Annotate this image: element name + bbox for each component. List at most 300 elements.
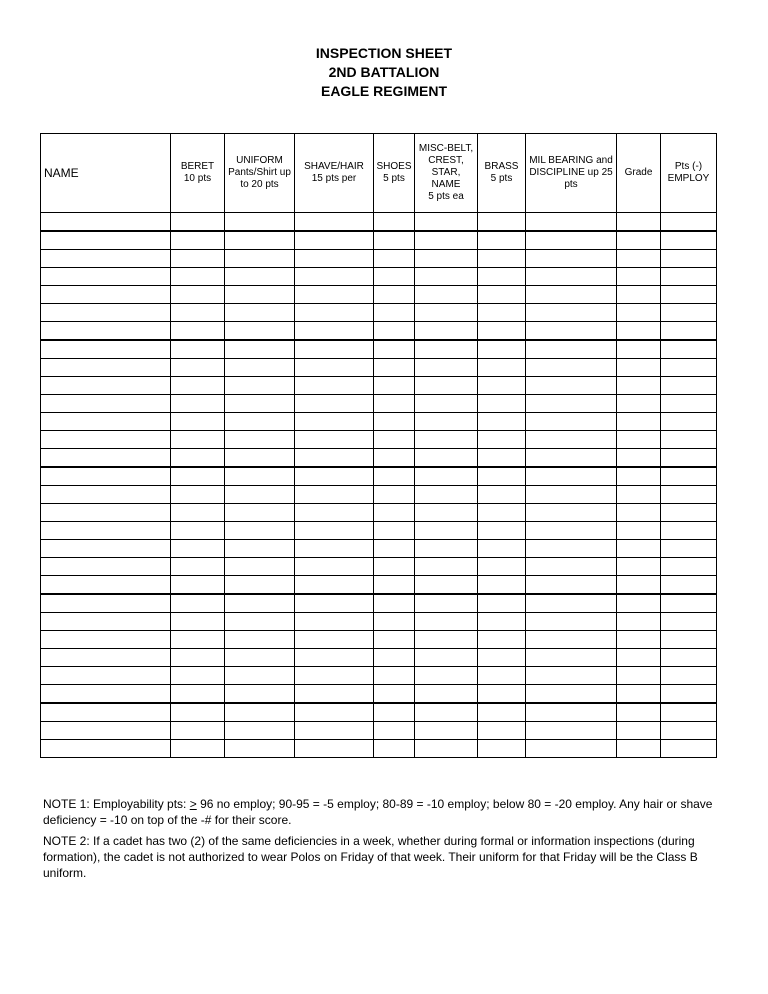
- table-cell: [478, 231, 526, 250]
- table-cell: [478, 395, 526, 413]
- table-cell: [171, 286, 225, 304]
- table-cell: [374, 395, 415, 413]
- table-cell: [374, 322, 415, 341]
- table-row: [41, 703, 717, 722]
- table-cell: [617, 594, 661, 613]
- table-cell: [526, 395, 617, 413]
- table-cell: [617, 449, 661, 468]
- col-header-beret: BERET 10 pts: [171, 134, 225, 213]
- table-cell: [526, 213, 617, 232]
- table-row: [41, 486, 717, 504]
- table-cell: [225, 286, 295, 304]
- col-header-mil-bearing: MIL BEARING and DISCIPLINE up 25 pts: [526, 134, 617, 213]
- table-cell: [478, 722, 526, 740]
- table-cell: [171, 304, 225, 322]
- table-cell: [225, 250, 295, 268]
- table-cell: [374, 613, 415, 631]
- table-cell: [295, 250, 374, 268]
- table-row: [41, 286, 717, 304]
- table-cell: [661, 268, 717, 286]
- table-cell: [41, 685, 171, 704]
- table-cell: [526, 340, 617, 359]
- table-cell: [295, 268, 374, 286]
- table-cell: [171, 431, 225, 449]
- table-cell: [415, 231, 478, 250]
- table-row: [41, 667, 717, 685]
- table-cell: [526, 486, 617, 504]
- table-cell: [225, 703, 295, 722]
- col-header-uniform: UNIFORM Pants/Shirt up to 20 pts: [225, 134, 295, 213]
- table-cell: [478, 649, 526, 667]
- table-cell: [478, 467, 526, 486]
- table-cell: [526, 377, 617, 395]
- table-cell: [295, 286, 374, 304]
- table-cell: [171, 722, 225, 740]
- table-cell: [661, 486, 717, 504]
- table-cell: [415, 649, 478, 667]
- table-row: [41, 467, 717, 486]
- table-cell: [295, 649, 374, 667]
- table-cell: [41, 359, 171, 377]
- table-cell: [171, 213, 225, 232]
- table-cell: [661, 413, 717, 431]
- table-cell: [225, 413, 295, 431]
- notes-section: [43, 796, 733, 886]
- table-cell: [478, 359, 526, 377]
- table-cell: [374, 558, 415, 576]
- table-cell: [478, 504, 526, 522]
- table-cell: [295, 322, 374, 341]
- table-cell: [171, 558, 225, 576]
- table-cell: [415, 340, 478, 359]
- table-cell: [478, 594, 526, 613]
- table-row: [41, 340, 717, 359]
- table-cell: [617, 322, 661, 341]
- table-cell: [617, 467, 661, 486]
- table-cell: [41, 340, 171, 359]
- note-1-prefix: NOTE 1: Employability pts:: [43, 797, 190, 811]
- table-cell: [41, 250, 171, 268]
- table-cell: [415, 268, 478, 286]
- table-row: [41, 431, 717, 449]
- table-cell: [478, 286, 526, 304]
- table-cell: [478, 558, 526, 576]
- table-cell: [225, 340, 295, 359]
- table-cell: [526, 231, 617, 250]
- table-cell: [374, 685, 415, 704]
- table-cell: [617, 558, 661, 576]
- table-cell: [617, 231, 661, 250]
- col-header-name: NAME: [41, 134, 171, 213]
- table-cell: [617, 304, 661, 322]
- table-cell: [41, 594, 171, 613]
- table-cell: [661, 322, 717, 341]
- table-cell: [415, 631, 478, 649]
- table-cell: [374, 431, 415, 449]
- table-cell: [415, 449, 478, 468]
- table-cell: [374, 540, 415, 558]
- table-cell: [617, 703, 661, 722]
- table-row: [41, 540, 717, 558]
- table-cell: [295, 522, 374, 540]
- table-cell: [295, 340, 374, 359]
- table-cell: [478, 213, 526, 232]
- table-cell: [617, 576, 661, 595]
- table-cell: [295, 740, 374, 758]
- table-cell: [41, 268, 171, 286]
- table-cell: [295, 685, 374, 704]
- table-cell: [661, 431, 717, 449]
- table-cell: [661, 504, 717, 522]
- table-cell: [225, 268, 295, 286]
- table-cell: [661, 558, 717, 576]
- table-cell: [661, 631, 717, 649]
- table-cell: [617, 522, 661, 540]
- table-cell: [661, 594, 717, 613]
- table-cell: [374, 213, 415, 232]
- table-cell: [374, 231, 415, 250]
- table-cell: [374, 703, 415, 722]
- table-row: [41, 413, 717, 431]
- note-2: NOTE 2: If a cadet has two (2) of the same deficiencies in a week, whether during formal or information inspections (during formation), the cadet is not authorized to wear Polos on Friday of that week. Their uniform for that Friday will be the Class B uniform.: [43, 834, 698, 880]
- table-cell: [478, 576, 526, 595]
- table-cell: [661, 377, 717, 395]
- table-cell: [478, 486, 526, 504]
- table-cell: [374, 467, 415, 486]
- table-cell: [415, 304, 478, 322]
- table-cell: [415, 250, 478, 268]
- table-row: [41, 250, 717, 268]
- table-cell: [374, 631, 415, 649]
- table-cell: [526, 576, 617, 595]
- table-cell: [171, 413, 225, 431]
- table-cell: [478, 631, 526, 649]
- table-cell: [171, 486, 225, 504]
- table-cell: [478, 703, 526, 722]
- table-cell: [661, 340, 717, 359]
- table-cell: [295, 231, 374, 250]
- table-row: [41, 322, 717, 341]
- table-cell: [225, 467, 295, 486]
- table-cell: [415, 613, 478, 631]
- table-cell: [661, 576, 717, 595]
- table-cell: [415, 703, 478, 722]
- table-cell: [225, 504, 295, 522]
- table-cell: [171, 631, 225, 649]
- table-cell: [41, 703, 171, 722]
- table-cell: [171, 359, 225, 377]
- table-cell: [617, 286, 661, 304]
- table-row: [41, 722, 717, 740]
- table-cell: [41, 413, 171, 431]
- table-cell: [171, 685, 225, 704]
- table-cell: [374, 504, 415, 522]
- table-cell: [374, 377, 415, 395]
- table-cell: [526, 413, 617, 431]
- table-cell: [41, 431, 171, 449]
- table-row: [41, 268, 717, 286]
- table-cell: [171, 740, 225, 758]
- table-cell: [171, 504, 225, 522]
- table-row: [41, 613, 717, 631]
- table-cell: [526, 649, 617, 667]
- table-cell: [478, 613, 526, 631]
- table-cell: [225, 631, 295, 649]
- table-cell: [478, 340, 526, 359]
- table-cell: [41, 613, 171, 631]
- table-cell: [415, 431, 478, 449]
- header-row: [41, 134, 717, 213]
- table-cell: [295, 467, 374, 486]
- table-cell: [295, 486, 374, 504]
- table-cell: [171, 322, 225, 341]
- table-cell: [225, 649, 295, 667]
- table-cell: [526, 322, 617, 341]
- table-cell: [225, 359, 295, 377]
- table-cell: [415, 594, 478, 613]
- table-cell: [415, 667, 478, 685]
- table-cell: [295, 504, 374, 522]
- table-cell: [295, 540, 374, 558]
- table-cell: [171, 576, 225, 595]
- table-cell: [617, 413, 661, 431]
- table-cell: [374, 413, 415, 431]
- table-cell: [374, 304, 415, 322]
- note-1: [43, 796, 733, 828]
- table-cell: [171, 449, 225, 468]
- table-cell: [478, 322, 526, 341]
- table-cell: [526, 667, 617, 685]
- table-cell: [617, 722, 661, 740]
- table-cell: [617, 540, 661, 558]
- table-cell: [171, 377, 225, 395]
- col-header-brass: BRASS 5 pts: [478, 134, 526, 213]
- table-cell: [617, 250, 661, 268]
- table-cell: [295, 722, 374, 740]
- table-cell: [478, 413, 526, 431]
- table-cell: [225, 576, 295, 595]
- table-cell: [41, 631, 171, 649]
- table-cell: [374, 486, 415, 504]
- col-header-misc: MISC-BELT, CREST, STAR, NAME 5 pts ea: [415, 134, 478, 213]
- table-cell: [295, 703, 374, 722]
- table-cell: [295, 395, 374, 413]
- table-cell: [295, 449, 374, 468]
- table-cell: [295, 413, 374, 431]
- table-cell: [617, 504, 661, 522]
- table-cell: [225, 322, 295, 341]
- table-cell: [661, 649, 717, 667]
- table-cell: [526, 522, 617, 540]
- table-cell: [295, 558, 374, 576]
- table-cell: [661, 395, 717, 413]
- table-cell: [478, 540, 526, 558]
- table-cell: [415, 740, 478, 758]
- table-cell: [225, 377, 295, 395]
- table-cell: [41, 231, 171, 250]
- table-cell: [478, 522, 526, 540]
- table-cell: [617, 486, 661, 504]
- table-cell: [225, 667, 295, 685]
- table-cell: [478, 449, 526, 468]
- table-cell: [225, 231, 295, 250]
- table-cell: [661, 613, 717, 631]
- table-cell: [415, 322, 478, 341]
- table-cell: [415, 486, 478, 504]
- table-cell: [41, 486, 171, 504]
- table-cell: [526, 467, 617, 486]
- table-cell: [661, 213, 717, 232]
- table-cell: [374, 667, 415, 685]
- table-cell: [374, 722, 415, 740]
- table-cell: [295, 594, 374, 613]
- table-cell: [41, 395, 171, 413]
- table-cell: [661, 304, 717, 322]
- table-cell: [41, 504, 171, 522]
- table-cell: [617, 613, 661, 631]
- table-cell: [374, 449, 415, 468]
- table-cell: [171, 268, 225, 286]
- table-cell: [374, 286, 415, 304]
- table-cell: [374, 268, 415, 286]
- table-cell: [661, 449, 717, 468]
- table-cell: [478, 304, 526, 322]
- document-title: [0, 44, 768, 101]
- table-cell: [295, 631, 374, 649]
- table-cell: [661, 703, 717, 722]
- table-row: [41, 594, 717, 613]
- table-cell: [415, 395, 478, 413]
- table-cell: [415, 685, 478, 704]
- table-cell: [225, 594, 295, 613]
- table-row: [41, 685, 717, 704]
- col-header-grade: Grade: [617, 134, 661, 213]
- table-row: [41, 576, 717, 595]
- table-cell: [661, 722, 717, 740]
- table-cell: [661, 522, 717, 540]
- table-cell: [225, 558, 295, 576]
- table-cell: [295, 431, 374, 449]
- title-line-3: EAGLE REGIMENT: [320, 83, 447, 99]
- table-cell: [41, 213, 171, 232]
- table-row: [41, 304, 717, 322]
- note-1-ge-symbol: >: [189, 797, 197, 811]
- note-1-text: 96 no employ; 90-95 = -5 employ; 80-89 = -10 employ; below 80 = -20 employ. Any hair or shave deficiency = -10 on top of the -# for their score.: [43, 797, 713, 827]
- table-cell: [478, 667, 526, 685]
- table-cell: [415, 213, 478, 232]
- table-cell: [374, 594, 415, 613]
- table-cell: [41, 467, 171, 486]
- table-cell: [617, 740, 661, 758]
- table-cell: [415, 576, 478, 595]
- table-cell: [478, 431, 526, 449]
- table-cell: [374, 340, 415, 359]
- table-cell: [41, 322, 171, 341]
- table-cell: [617, 377, 661, 395]
- table-row: [41, 231, 717, 250]
- table-row: [41, 649, 717, 667]
- table-cell: [295, 576, 374, 595]
- table-cell: [661, 740, 717, 758]
- table-cell: [171, 649, 225, 667]
- table-cell: [526, 740, 617, 758]
- table-cell: [225, 431, 295, 449]
- table-cell: [171, 395, 225, 413]
- title-line-2: 2ND BATTALION: [328, 64, 440, 80]
- table-cell: [41, 304, 171, 322]
- table-row: [41, 213, 717, 232]
- table-cell: [526, 250, 617, 268]
- table-cell: [374, 576, 415, 595]
- table-row: [41, 359, 717, 377]
- table-cell: [225, 213, 295, 232]
- table-cell: [225, 304, 295, 322]
- table-cell: [295, 304, 374, 322]
- table-cell: [225, 486, 295, 504]
- table-cell: [374, 649, 415, 667]
- table-cell: [171, 613, 225, 631]
- table-cell: [415, 558, 478, 576]
- table-row: [41, 377, 717, 395]
- table-cell: [41, 576, 171, 595]
- table-cell: [171, 667, 225, 685]
- table-cell: [415, 359, 478, 377]
- table-cell: [526, 722, 617, 740]
- table-cell: [526, 304, 617, 322]
- table-cell: [295, 613, 374, 631]
- table-cell: [478, 377, 526, 395]
- table-cell: [41, 540, 171, 558]
- table-cell: [41, 722, 171, 740]
- table-cell: [415, 504, 478, 522]
- table-row: [41, 504, 717, 522]
- table-row: [41, 522, 717, 540]
- inspection-table: [40, 133, 717, 758]
- table-cell: [171, 250, 225, 268]
- table-cell: [415, 286, 478, 304]
- table-cell: [225, 722, 295, 740]
- table-cell: [295, 667, 374, 685]
- table-cell: [526, 594, 617, 613]
- table-cell: [374, 522, 415, 540]
- table-cell: [41, 649, 171, 667]
- table-row: [41, 631, 717, 649]
- table-cell: [661, 286, 717, 304]
- table-cell: [661, 667, 717, 685]
- table-cell: [526, 558, 617, 576]
- table-cell: [41, 740, 171, 758]
- table-cell: [41, 667, 171, 685]
- table-cell: [661, 467, 717, 486]
- col-header-shave-hair: SHAVE/HAIR 15 pts per: [295, 134, 374, 213]
- table-cell: [171, 703, 225, 722]
- table-cell: [415, 467, 478, 486]
- table-cell: [617, 631, 661, 649]
- col-header-pts-employ: Pts (-) EMPLOY: [661, 134, 717, 213]
- table-body: [41, 213, 717, 758]
- table-cell: [225, 613, 295, 631]
- table-cell: [617, 667, 661, 685]
- table-cell: [374, 250, 415, 268]
- table-cell: [225, 540, 295, 558]
- table-cell: [617, 340, 661, 359]
- table-cell: [478, 268, 526, 286]
- table-cell: [171, 540, 225, 558]
- table-cell: [415, 722, 478, 740]
- table-cell: [661, 250, 717, 268]
- table-cell: [526, 268, 617, 286]
- table-cell: [526, 631, 617, 649]
